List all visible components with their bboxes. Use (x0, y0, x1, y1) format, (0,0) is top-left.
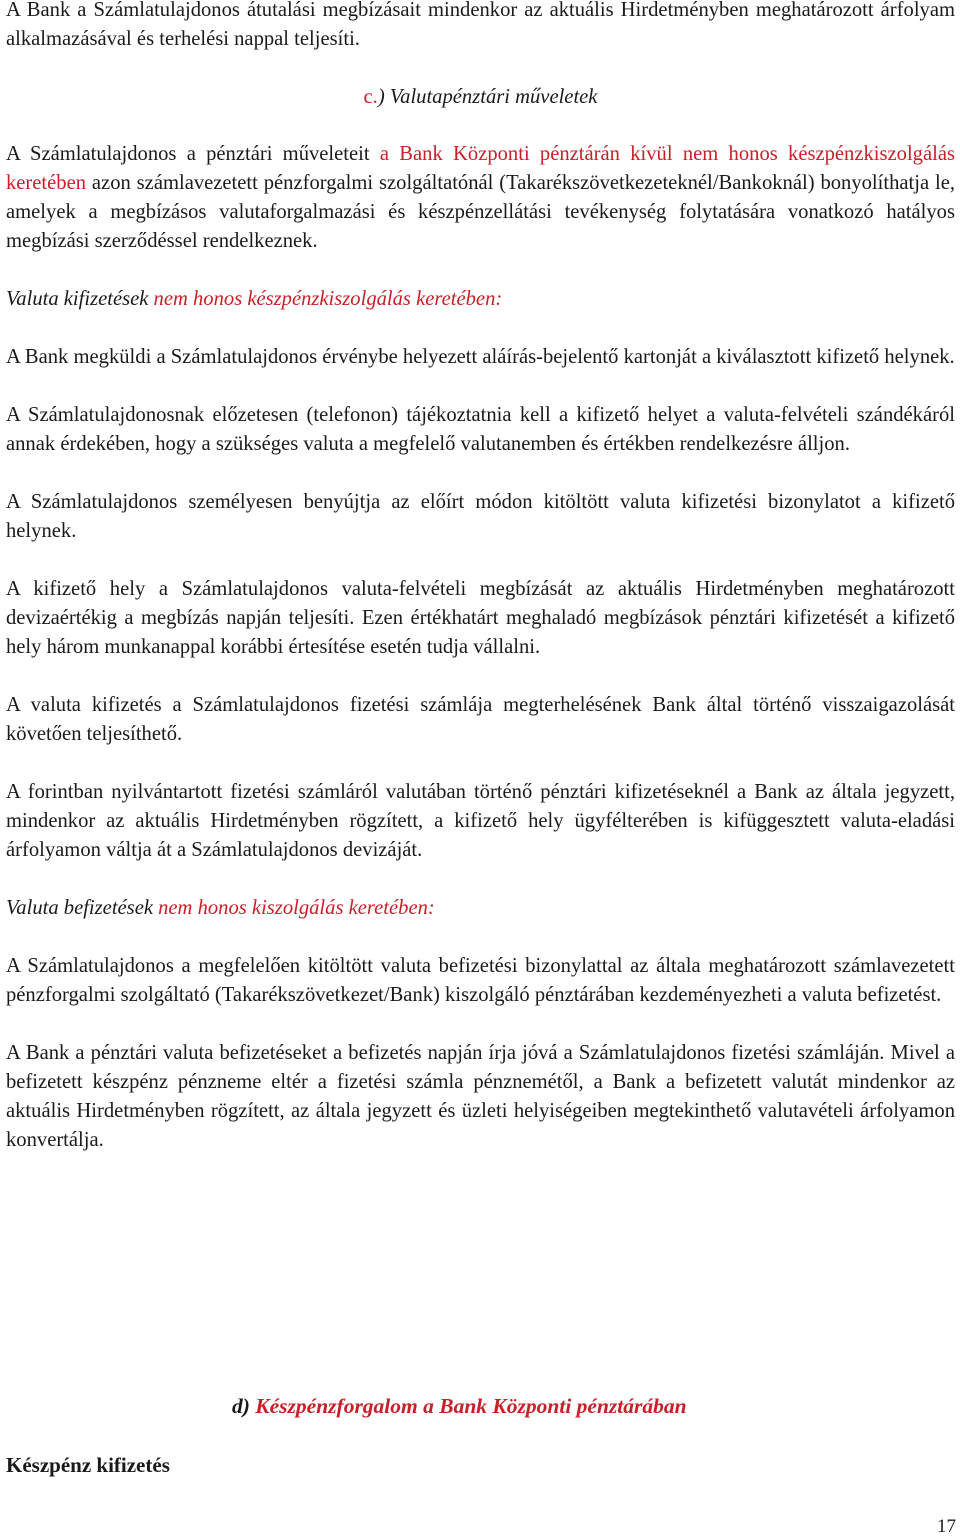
section-c-heading (6, 83, 955, 112)
section-c-title: ) Valutapénztári műveletek (377, 86, 598, 108)
payout-paragraph-2: A Számlatulajdonosnak előzetesen (telefonon) tájékoztatnia kell a kifizető helyet a valuta-felvételi szándékáról annak érdekében, hogy a szükséges valuta a megfelelő valutanemben és értékben rendelkezésre álljon. (6, 404, 955, 455)
payouts-heading-text: Valuta kifizetések (6, 288, 154, 310)
payout-paragraph-3: A Számlatulajdonos személyesen benyújtja az előírt módon kitöltött valuta kifizetési bizonylatot a kifizető helynek. (6, 491, 955, 542)
payout-paragraph-1: A Bank megküldi a Számlatulajdonos érvénybe helyezett aláírás-bejelentő kartonját a kiválasztott kifizető helynek. (6, 346, 955, 368)
section-d-title: Készpénzforgalom a Bank Központi pénztárában (255, 1394, 687, 1418)
document-page (6, 0, 955, 1155)
payouts-heading-red: nem honos készpénzkiszolgálás keretében: (153, 288, 503, 310)
deposits-heading-red: nem honos kiszolgálás keretében: (158, 897, 435, 919)
payouts-heading (6, 285, 955, 314)
section-c-paragraph (6, 140, 955, 256)
payout-paragraph-4: A kifizető hely a Számlatulajdonos valuta-felvételi megbízását az aktuális Hirdetményben meghatározott devizaértékig a megbízás napján teljesíti. Ezen értékhatárt meghaladó megbízások pénztári kifizetését a kifizető hely három munkanappal korábbi értesítése esetén tudja vállalni. (6, 578, 955, 658)
page-number: 17 (937, 1516, 956, 1537)
deposits-heading (6, 894, 955, 923)
deposit-paragraph-2: A Bank a pénztári valuta befizetéseket a befizetés napján írja jóvá a Számlatulajdonos fizetési számláján. Mivel a befizetett készpénz pénzneme eltér a fizetési számla pénznemétől, a Bank a befizetett valutát mindenkor az aktuális Hirdetményben rögzített, az általa jegyzett és üzleti helyiségeiben megtekinthető valutavételi árfolyamon konvertálja. (6, 1042, 955, 1151)
payout-paragraph-6: A forintban nyilvántartott fizetési számláról valutában történő pénztári kifizetéseknél a Bank az általa jegyzett, mindenkor az aktuális Hirdetményben rögzített, a kifizető hely ügyfélterében is kifüggesztett valuta-eladási árfolyamon váltja át a Számlatulajdonos devizáját. (6, 781, 955, 861)
payout-paragraph-5: A valuta kifizetés a Számlatulajdonos fizetési számlája megterhelésének Bank által történő visszaigazolását követően teljesíthető. (6, 694, 955, 745)
section-c-prefix: c. (363, 86, 378, 108)
section-c-text-red: a Bank Központi pénztárán kívül nem honos készpénzkiszolgálás keretében (6, 143, 955, 194)
section-d-prefix: d) (232, 1394, 256, 1418)
deposit-paragraph-1: A Számlatulajdonos a megfelelően kitöltött valuta befizetési bizonylattal az általa meghatározott számlavezetett pénzforgalmi szolgáltató (Takarékszövetkezet/Bank) kiszolgáló pénztárában kezdeményezheti a valuta befizetést. (6, 955, 955, 1006)
deposits-heading-text: Valuta befizetések (6, 897, 159, 919)
section-c-text-1: A Számlatulajdonos a pénztári műveleteit (6, 143, 380, 165)
intro-paragraph: A Bank a Számlatulajdonos átutalási megbízásait mindenkor az aktuális Hirdetményben meghatározott árfolyam alkalmazásával és terhelési nappal teljesíti. (6, 0, 955, 50)
cash-payout-subheading: Készpénz kifizetés (6, 1453, 170, 1477)
section-c-text-3: azon számlavezetett pénzforgalmi szolgáltatónál (Takarékszövetkezeteknél/Bankoknál) bonyolíthatja le, amelyek a megbízásos valutaforgalmazási és készpénzellátási tevékenység folytatására vonatkozó hatályos megbízási szerződéssel rendelkeznek. (6, 172, 955, 252)
section-d-heading (232, 1392, 687, 1421)
